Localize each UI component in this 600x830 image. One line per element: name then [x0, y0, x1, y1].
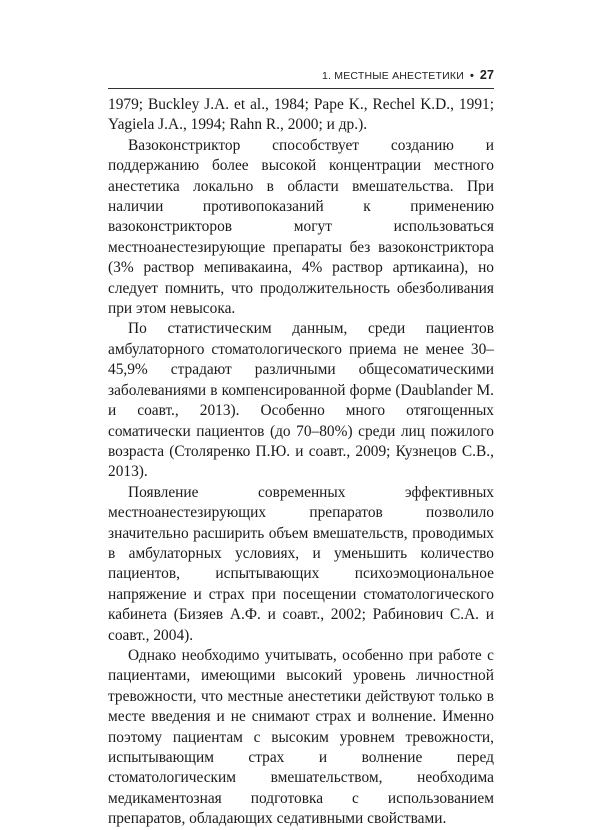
header-rule	[108, 88, 494, 89]
paragraph-2: Вазоконстриктор способствует созданию и поддержанию более высокой концентрации местного анестетика локально в области вмешательства. При наличии противопоказаний к применению вазоконстрикторов могут использоваться местноанестезирующие препараты без вазоконстриктора (3% раствор мепивакаина, 4% раствор артикаина), но следует помнить, что продолжительность обезболивания при этом невысока.	[108, 136, 494, 318]
page-number: 27	[479, 68, 494, 82]
header-separator: •	[469, 70, 474, 82]
chapter-title: 1. МЕСТНЫЕ АНЕСТЕТИКИ	[322, 70, 464, 82]
body-text	[108, 95, 494, 830]
paragraph-1: 1979; Buckley J.A. et al., 1984; Pape K., Rechel K.D., 1991; Yagiela J.A., 1994; Rahn R., 2000; и др.).	[108, 96, 494, 134]
running-header	[108, 68, 494, 82]
paragraph-4: Появление современных эффективных местноанестезирующих препаратов позволило значительно расширить объем вмешательств, проводимых в амбулаторных условиях, и уменьшить количество пациентов, испытывающих психоэмоциональное напряжение и страх при посещении стоматологического кабинета (Бизяев А.Ф. и соавт., 2002; Рабинович С.А. и соавт., 2004).	[108, 483, 494, 644]
paragraph-5: Однако необходимо учитывать, особенно при работе с пациентами, имеющими высокий уровень личностной тревожности, что местные анестетики действуют только в месте введения и не снимают страх и волнение. Именно поэтому пациентам с высоким уровнем тревожности, испытывающим страх и волнение перед стоматологическим вмешательством, необходима медикаментозная подготовка с использованием препаратов, обладающих седативными свойствами.	[108, 646, 494, 828]
paragraph-3: По статистическим данным, среди пациентов амбулаторного стоматологического приема не менее 30–45,9% страдают различными общесоматическими заболеваниями в компенсированной форме (Daublander M. и соавт., 2013). Особенно много отягощенных соматически пациентов (до 70–80%) среди лиц пожилого возраста (Столяренко П.Ю. и соавт., 2009; Кузнецов С.В., 2013).	[108, 320, 494, 481]
